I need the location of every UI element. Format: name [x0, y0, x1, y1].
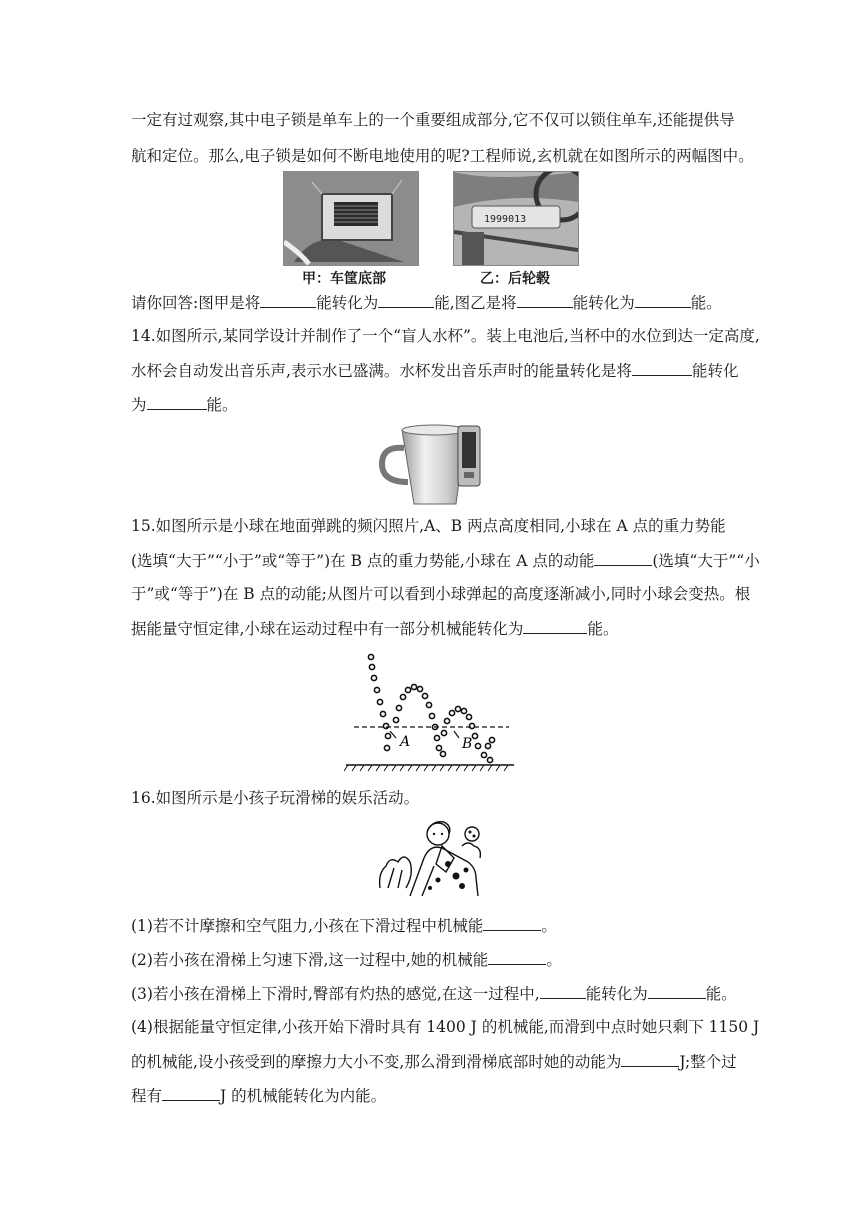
- q16-p1-text-b: 。: [541, 917, 557, 935]
- q16-title: 16.如图所示是小孩子玩滑梯的娱乐活动。: [131, 789, 420, 807]
- q16-p4-text-c: 程有: [131, 1087, 163, 1105]
- q13-text-b: 能转化为: [316, 294, 379, 312]
- q16-p3-text-c: 能。: [705, 985, 737, 1003]
- q16-p4-text-b: J;整个过: [679, 1053, 737, 1071]
- q14-line-3: [131, 394, 238, 415]
- q16-p1-text-a: (1)若不计摩擦和空气阻力,小孩在下滑过程中机械能: [131, 917, 484, 935]
- rear-hub-image: [454, 172, 578, 265]
- q13-text-c: 能,图乙是将: [434, 294, 517, 312]
- basket-solar-panel-image: [284, 172, 418, 265]
- q13-blank-2[interactable]: [378, 292, 434, 308]
- ground-hatch: [344, 765, 508, 771]
- ball-positions: [368, 654, 494, 762]
- bouncing-ball-diagram: [344, 650, 516, 772]
- q16-p2-text-b: 。: [546, 951, 562, 969]
- caption-jia: 甲：车筐底部: [302, 271, 386, 287]
- plate-number-text: 1999013: [484, 214, 527, 225]
- q16-part-2: [131, 949, 562, 970]
- q13-answer-line: [131, 292, 722, 313]
- hub-photo: [453, 171, 579, 266]
- q16-part-1: [131, 915, 557, 936]
- q16-part-4-line-1: (4)根据能量守恒定律,小孩开始下滑时具有 1400 J 的机械能,而滑到中点时她只剩下 1150 J: [131, 1018, 760, 1036]
- q14-line-2: [131, 360, 738, 381]
- q16-blank-4[interactable]: [648, 983, 706, 999]
- q14-text-b: 能转化: [691, 362, 739, 380]
- q14-line-1: 14.如图所示,某同学设计并制作了一个“盲人水杯”。装上电池后,当杯中的水位到达一定高度,: [131, 327, 760, 345]
- q16-blank-5[interactable]: [621, 1051, 679, 1067]
- q16-p4-text-d: J 的机械能转化为内能。: [220, 1087, 387, 1105]
- q13-blank-3[interactable]: [517, 292, 573, 308]
- q15-text-d: 能。: [587, 620, 619, 638]
- q15-text-a: (选填“大于”“小于”或“等于”)在 B 点的重力势能,小球在 A 点的动能: [131, 552, 595, 570]
- q16-p4-text-a: 的机械能,设小孩受到的摩擦力大小不变,那么滑到滑梯底部时她的动能为: [131, 1053, 622, 1071]
- q13-blank-1[interactable]: [260, 292, 316, 308]
- arrow-b: [454, 731, 459, 738]
- caption-yi: 乙：后轮毂: [480, 271, 550, 287]
- q15-line-1: 15.如图所示是小球在地面弹跳的频闪照片,A、B 两点高度相同,小球在 A 点的重力势能: [131, 517, 726, 535]
- q14-text-a: 水杯会自动发出音乐声,表示水已盛满。水杯发出音乐声时的能量转化是将: [131, 362, 632, 380]
- q13-text-d: 能转化为: [572, 294, 635, 312]
- q15-line-4: [131, 618, 618, 639]
- q16-p3-text-b: 能转化为: [585, 985, 648, 1003]
- label-a: A: [400, 734, 411, 750]
- slide-child-image: [376, 818, 488, 900]
- q14-blank-1[interactable]: [632, 360, 692, 376]
- q14-blank-2[interactable]: [147, 394, 207, 410]
- q16-p3-text-a: (3)若小孩在滑梯上下滑时,臀部有灼热的感觉,在这一过程中,: [131, 985, 540, 1003]
- q16-blank-2[interactable]: [488, 949, 546, 965]
- q15-line-2: [131, 550, 760, 571]
- basket-photo: [283, 171, 419, 266]
- q15-blank-2[interactable]: [523, 618, 587, 634]
- q15-line-3: 于”或“等于”)在 B 点的动能;从图片可以看到小球弹起的高度逐渐减小,同时小球会变热。根: [131, 585, 751, 603]
- q15-text-b: (选填“大于”“小: [652, 552, 760, 570]
- q14-text-c: 为: [131, 396, 147, 414]
- q16-blank-1[interactable]: [483, 915, 541, 931]
- intro-line-2: 航和定位。那么,电子锁是如何不断电地使用的呢?工程师说,玄机就在如图所示的两幅图中。: [131, 147, 754, 165]
- intro-line-1: 一定有过观察,其中电子锁是单车上的一个重要组成部分,它不仅可以锁住单车,还能提供导: [131, 111, 735, 129]
- q16-part-4-line-2: [131, 1051, 737, 1072]
- label-b: B: [462, 736, 473, 752]
- q16-p2-text-a: (2)若小孩在滑梯上匀速下滑,这一过程中,她的机械能: [131, 951, 489, 969]
- q16-part-3: [131, 983, 737, 1004]
- q13-blank-4[interactable]: [635, 292, 691, 308]
- q16-blank-6[interactable]: [162, 1085, 220, 1101]
- q14-text-d: 能。: [206, 396, 238, 414]
- q16-part-4-line-3: [131, 1085, 386, 1106]
- q15-text-c: 据能量守恒定律,小球在运动过程中有一部分机械能转化为: [131, 620, 524, 638]
- q13-text-a: 请你回答:图甲是将: [131, 294, 261, 312]
- q13-text-e: 能。: [690, 294, 722, 312]
- q15-blank-1[interactable]: [594, 550, 652, 566]
- q16-blank-3[interactable]: [540, 983, 586, 999]
- blind-cup-image: [378, 420, 484, 508]
